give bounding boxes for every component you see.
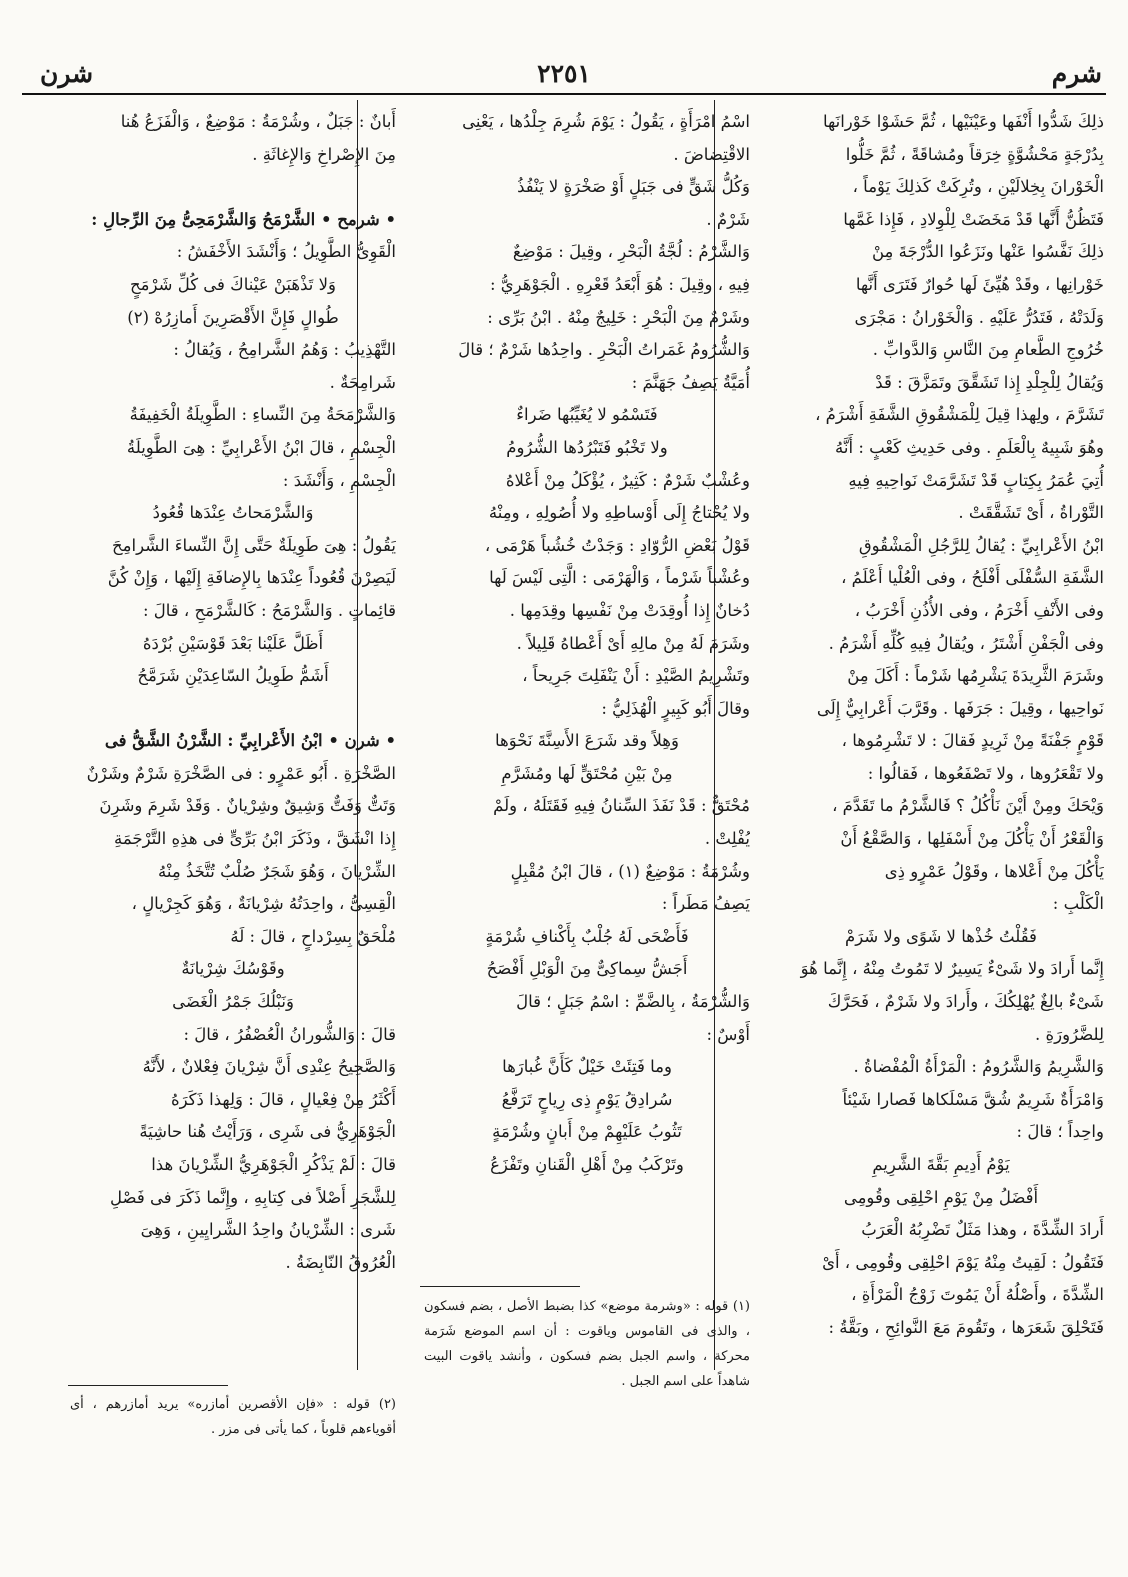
- text-line: ولا تَقْعَرُوها ، ولا تَصْفَعُوها ، فَقالُوا :: [867, 763, 1104, 783]
- text-line: الْجَوْهَرِيُّ فى شَرِى ، وَرَأَيْتُ هُنا حاشِيَةً: [139, 1122, 396, 1142]
- text-line: أَجَشُّ سِماكِىٌّ مِنَ الْوَبْلِ أَفْصَحُ: [486, 959, 688, 979]
- text-line: وشَرَمَ الثَّرِيدَةَ يَشْرِمُها شَرْماً : أَكَلَ مِنْ: [847, 666, 1104, 686]
- footnote-rule: [420, 1286, 580, 1287]
- text-line: وفى الأَنْفِ أَخْرَمُ ، وفى الأُذُنِ أَخْرَبُ ،: [854, 600, 1104, 620]
- text-line: فَقُلْتُ خُذْها لا شَوًى ولا شَرَمْ: [845, 926, 1037, 946]
- text-line: الْقِسِىُّ ، واحِدَتُهُ شِرْيانَةٌ ، وَهُوَ كَجِرْيالٍ ،: [131, 894, 396, 914]
- text-line: الشِّدَّةَ ، وأَصْلُهُ أَنْ يَمُوتَ زَوْجُ الْمَرْأَةِ ،: [851, 1285, 1104, 1305]
- text-line: يَوْمُ أَدِيمِ بَقَّةَ الشَّرِيمِ: [872, 1155, 1010, 1174]
- text-line: أَوْسٌ :: [706, 1024, 750, 1044]
- text-line: يُفْلِتْ .: [704, 829, 750, 849]
- text-line: فِيهِ ، وقِيلَ : هُوَ أَبْعَدُ قَعْرِهِ . الْجَوْهَرِيُّ :: [489, 274, 750, 294]
- text-line: • شرمح • الشَّرْمَحُ وَالشَّرْمَحِىُّ مِنَ الرِّجالِ :: [91, 209, 396, 229]
- text-line: لَيَصِرْنَ قُعُوداً عِنْدَها بِالإِضافَةِ إِلَيْها ، وَإِنْ كُنَّ: [107, 568, 396, 588]
- text-line: ابْنُ الأَعْرابِيِّ : يُقالُ لِلرَّجُلِ الْمَشْقُوقِ: [858, 535, 1104, 555]
- page-number: ٢٢٥١: [537, 59, 591, 88]
- text-line: قالَ : لَمْ يَذْكُرِ الْجَوْهَرِيُّ الشِّرْيانَ هذا: [151, 1155, 396, 1174]
- text-line: وَالشُّرُومُ غَمَراتُ الْبَحْرِ . واحِدُها شَرْمٌ ؛ قالَ: [458, 340, 750, 360]
- text-line: مِنْ بَيْنِ مُحْتَقٍّ لَها ومُشَرَّمِ: [501, 763, 673, 783]
- text-line: لِلضَّرُورَةِ .: [1035, 1024, 1104, 1044]
- text-line: وَنَبْلُكَ جَمْرُ الْغَضَى: [172, 992, 294, 1012]
- text-line: بِدُرْجَةٍ مَحْشُوَّةٍ خِرَقاً ومُشاقَةً ، ثُمَّ خَلُّوا: [845, 144, 1104, 164]
- text-line: مُحْتَقٌّ : قَدْ نَفَذَ السِّنانُ فِيهِ فَقَتَلَهُ ، ولَمْ: [493, 796, 750, 816]
- text-line: تَشَرَّمَ ، ولِهذا قِيلَ لِلْمَشْقُوقِ الشَّفَةِ أَشْرَمُ ،: [815, 405, 1104, 425]
- running-head: [22, 55, 1106, 97]
- text-line: وَالشَّرْمَحاتُ عِنْدَها قُعُودُ: [152, 503, 314, 523]
- text-line: أَبانٌ : جَبَلٌ ، وشُرْمَةُ : مَوْضِعٌ ، وَالْفَزَعُ هُنا: [120, 112, 396, 131]
- text-line: وَالشَّرْمُ : لُجَّةُ الْبَحْرِ ، وقِيلَ : مَوْضِعٌ: [512, 242, 750, 262]
- text-line: وَالشَّرِيمُ وَالشَّرُومُ : الْمَرْأَةُ الْمُفْضاةُ .: [853, 1057, 1104, 1077]
- text-line: إِذا انْشَقَّ ، وذَكَرَ ابْنُ بَرِّىٍّ فى هذِهِ التَّرْجَمَةِ: [113, 829, 396, 849]
- text-line: سُرادِقُ يَوْمٍ ذِى رِياحٍ تَرَفَّعُ: [501, 1089, 673, 1109]
- text-line: وفى الْجَفْنِ أَشْتَرُ ، ويُقالُ فِيهِ كُلِّهِ أَشْرَمُ .: [828, 633, 1104, 653]
- text-line: شَرْمٌ .: [706, 209, 750, 229]
- text-line: الْعُرُوقُ النّابِضَةُ .: [285, 1252, 396, 1272]
- text-line: أَفْضَلُ مِنْ يَوْمِ احْلِقِى وقُومِى: [843, 1187, 1039, 1207]
- text-line: خَوْرانِها ، وقَدْ هُيِّئَ لَها حُوارٌ فَتَرَى أَنَّها: [855, 274, 1104, 294]
- text-line: قَوْمٍ جَفْنَةً مِنْ ثَرِيدٍ فَقالَ : لا تَشْرِمُوها ،: [841, 731, 1104, 751]
- text-line: قائِماتٍ . وَالشَّرْمَحُ : كَالشَّرْمَحِ ، قالَ :: [142, 600, 396, 620]
- text-line: وَتَتٌّ وَفَتٌّ وَشِيقٌ وشِرْيانٌ . وَقَدْ شَرِمَ وشَرِنَ: [99, 796, 396, 816]
- text-line: لِلشَّجَرِ أَصْلاً فى كِتابِهِ ، وإِنَّما ذَكَرَ فى فَصْلِ: [110, 1187, 396, 1207]
- text-line: وَالصَّحِيحُ عِنْدِى أَنَّ شِرْيانَ فِعْلانٌ ، لأَنَّهُ: [142, 1057, 396, 1077]
- text-line: ولا يُحْتاجُ إِلَى أَوْساطِهِ ولا أُصُولِهِ ، ومِنْهُ: [488, 503, 750, 523]
- text-line: إِنَّما أَرادَ ولا شَىْءٌ يَسِيرٌ لا تَمُوتُ مِنْهُ ، إِنَّما هُوَ: [800, 959, 1104, 979]
- text-line: يَأْكُلَ مِنْ أَعْلاها ، وقَوْلُ عَمْرٍو ذِى: [884, 861, 1104, 881]
- text-line: وَالشَّرْمَحَةُ مِنَ النِّساءِ : الطَّوِيلَةُ الْخَفِيفَةُ: [129, 405, 396, 425]
- text-line: فَتَحْلِقَ شَعَرَها ، وتَقُومَ مَعَ النَّوائِحِ ، وبَقَّةُ :: [828, 1317, 1104, 1337]
- text-line: وَلَدَتْهُ ، فَتَدُرُّ عَلَيْهِ . وَالْخَوْرانُ : مَجْرَى: [854, 307, 1104, 327]
- text-line: مُلْحَقٌ بِسِرْداحٍ ، قالَ : لَهُ: [230, 926, 396, 946]
- text-column-middle: [424, 106, 750, 1486]
- text-line: تَثُوبُ عَلَيْهِمْ مِنْ أَبانٍ وشُرْمَةٍ: [492, 1122, 682, 1142]
- text-line: وَالشُّرْمَةُ ، بِالضَّمِّ : اسْمُ جَبَلٍ ؛ قالَ: [516, 992, 750, 1012]
- text-line: وتَشْرِيمُ الصَّيْدِ : أَنْ يَنْفَلِتَ جَرِيحاً ،: [522, 666, 750, 686]
- text-column-right: [778, 106, 1104, 1486]
- text-column-left: [70, 106, 396, 1486]
- header-rule: [22, 93, 1106, 95]
- text-line: أُمَيَّةُ يَصِفُ جَهَنَّمَ :: [631, 372, 750, 392]
- footnote-middle: (١) قوله : «وشرمة موضع» كذا بضبط الأصل ، بضم فسكون ، والذى فى القاموس وياقوت : أن اسم الموضع شَرَمة محركة ، واسم الجبل بضم فسكون ، وأنشد ياقوت البيت شاهداً على اسم الجبل .: [424, 1299, 750, 1389]
- text-line: الصَّخْرَةِ . أَبُو عَمْرٍو : فى الصَّخْرَةِ شَرْمٌ وشَرْنٌ: [86, 763, 396, 783]
- text-line: • شرن • ابْنُ الأَعْرابِيِّ : الشَّرْنُ الشَّقُّ فى: [104, 731, 396, 751]
- text-line: الْخَوْرانَ بِخِلالَيْنِ ، وتُرِكَتْ كَذلِكَ يَوْماً ،: [852, 177, 1104, 197]
- text-line: أَشَمُّ طَوِيلُ السّاعِدَيْنِ شَرَمَّحُ: [137, 666, 329, 686]
- text-line: ولا تَخْبُو فَتَبْرُدُها الشُّرُومُ: [506, 437, 668, 457]
- text-line: شَرامِحَةٌ .: [329, 372, 396, 392]
- text-line: ذلِكَ نَفَّسُوا عَنْها ونَزَعُوا الدُّرْجَةَ مِنْ: [871, 242, 1104, 262]
- text-line: [70, 693, 396, 726]
- text-line: وَهِلاً وقد شَرَعَ الأَسِنَّةَ نَحْوَها: [495, 731, 679, 751]
- text-line: وعُشْبٌ شَرْمٌ : كَثِيرٌ ، يُؤْكَلُ مِنْ أَعْلاهُ: [505, 470, 750, 490]
- text-line: الاقْتِضاضَ .: [673, 144, 750, 164]
- text-line: وَامْرَأَةٌ شَرِيمٌ شُقَّ مَسْلَكاها فَصارا شَيْئاً: [842, 1089, 1104, 1109]
- text-line: خُرُوجِ الطَّعامِ مِنَ النَّاسِ وَالدَّوابِّ .: [872, 340, 1104, 360]
- text-line: نَواحِيها ، وقِيلَ : جَرَفَها . وقَرَّبَ أَعْرابِيٌّ إِلَى: [816, 698, 1104, 718]
- text-line: وما فَتِئَتْ خَيْلٌ كَأَنَّ غُبارَها: [502, 1057, 672, 1077]
- text-line: قَوْلُ بَعْضِ الرُّوّادِ : وَجَدْتُ خُشُباً هَرْمَى ،: [484, 535, 750, 555]
- text-line: يَصِفُ مَطَراً :: [661, 894, 750, 914]
- text-line: وَيْحَكَ ومِنْ أَيْنَ نَأْكُلُ ؟ فَالشَّرْمُ ما تَقَدَّمَ ،: [832, 796, 1104, 816]
- text-line: أَظَلَّ عَلَيْنا بَعْدَ قَوْسَيْنِ بُرْدَهُ: [142, 633, 324, 653]
- text-line: وَلا تَذْهَبَنْ عَيْناكَ فى كُلِّ شَرْمَحٍ: [130, 274, 336, 294]
- text-line: الْقَوِىُّ الطَّوِيلُ ؛ وَأَنْشَدَ الأَخْفَشُ :: [176, 242, 396, 262]
- footnote-rule: [68, 1385, 228, 1386]
- text-line: وشَرْمٌ مِنَ الْبَحْرِ : خَلِيجٌ مِنْهُ . ابْنُ بَرِّى :: [487, 307, 750, 327]
- text-line: أَرادَ الشِّدَّةَ ، وهذا مَثَلٌ تَضْرِبُهُ الْعَرَبُ: [861, 1220, 1104, 1240]
- text-line: وعُشْباً شَرْماً ، وَالْهَرْمَى : الَّتِى لَيْسَ لَها: [489, 568, 750, 588]
- text-line: الشِّرْيانَ ، وَهُوَ شَجَرٌ صُلْبٌ تُتَّخَذُ مِنْهُ: [158, 861, 396, 881]
- text-line: الشَّفَةِ السُّفْلَى أَفْلَحُ ، وفى الْعُلْيا أَعْلَمُ ،: [841, 568, 1104, 588]
- text-line: طُوالٍ فَإِنَّ الأَقْصَرِينَ أَمازِرُهْ (٢): [127, 307, 339, 327]
- text-line: الْكَلْبِ :: [1052, 894, 1104, 914]
- text-line: أُتِيَ عُمَرُ بِكِتابٍ قَدْ تَشَرَّمَتْ نَواحِيهِ فِيهِ: [848, 470, 1104, 490]
- text-line: فَتَقُولُ : لَقِيتُ مِنْهُ يَوْمَ احْلِقِى وقُومِى ، أَىْ: [822, 1252, 1104, 1272]
- text-line: التَّهْذِيبُ : وَهُمُ الشَّرامِحُ ، وَيُقالُ :: [173, 340, 396, 360]
- text-line: فَتَسْمُو لا يُغَيِّبُها ضَراءٌ: [516, 405, 658, 425]
- text-line: يَقُولُ : هِىَ طَوِيلَةٌ حَتَّى إِنَّ النِّساءَ الشَّرامِحَ: [112, 535, 396, 555]
- text-line: دُخانٌ إِذا أُوقِدَتْ مِنْ نَفْسِها وقِدَمِها .: [509, 600, 750, 620]
- text-line: شَىْءٌ بالِغٌ يُهْلِكُكَ ، وأَرادَ ولا شَرْمٌ ، فَحَرَّكَ: [827, 992, 1104, 1012]
- text-line: اسْمُ امْرَأَةٍ ، يَقُولُ : يَوْمَ شُرِمَ جِلْدُها ، يَعْنِى: [462, 112, 750, 131]
- text-line: ذلِكَ شَدُّوا أَنْفَها وعَيْنَيْها ، ثُمَّ حَشَوْا خَوْرانَها: [823, 112, 1104, 131]
- text-line: فَتَظُنُّ أَنَّها قَدْ مَخَضَتْ لِلْوِلادِ ، فَإِذا غَمَّها: [843, 209, 1104, 229]
- text-line: [70, 171, 396, 204]
- text-line: التَّوْراةُ ، أَىْ تَشَقَّقَتْ .: [958, 503, 1104, 523]
- text-line: وَيُقالُ لِلْجِلْدِ إِذا تَشَقَّقَ وتَمَزَّقَ : قَدْ: [875, 372, 1104, 392]
- text-line: وتَرْكَبُ مِنْ أَهْلِ الْقَنانِ وتَفْزَعُ: [490, 1155, 684, 1174]
- text-line: أَكْثَرُ مِنْ فِعْيالٍ ، قالَ : وَلِهذا ذَكَرَهُ: [170, 1089, 396, 1109]
- text-line: شَرى : الشِّرْيانُ واحِدُ الشَّرايِينِ ، وَهِىَ: [140, 1220, 396, 1240]
- footnote-left: (٢) قوله : «فإن الأقصرين أمازره» يريد أمازرهم ، أى أقوياءهم قلوباً ، كما يأتى فى مزر .: [70, 1397, 396, 1437]
- text-line: واحِداً ؛ قالَ :: [1016, 1122, 1104, 1142]
- text-line: فَأَضْحَى لَهُ جُلْبٌ بِأَكْنافِ شُرْمَةٍ: [485, 926, 689, 946]
- text-line: مِنَ الإِصْراخِ وَالإِغاثَةِ .: [252, 144, 396, 164]
- text-line: وشَرَمَ لَهُ مِنْ مالِهِ أَىْ أَعْطاهُ قَلِيلاً .: [516, 633, 750, 653]
- header-root-word-right: شرم: [1051, 59, 1102, 88]
- text-line: الْجِسْمِ ، قالَ ابْنُ الأَعْرابِيِّ : هِىَ الطَّوِيلَةُ: [126, 437, 396, 457]
- text-line: وقالَ أَبُو كَبِيرٍ الْهُذَلِيُّ :: [601, 698, 750, 718]
- text-line: قالَ : وَالشُّورانُ الْعُصْفُرُ ، قالَ :: [183, 1024, 396, 1044]
- text-line: وشُرْمَةُ : مَوْضِعٌ (١) ، قالَ ابْنُ مُقْبِلٍ: [510, 861, 750, 881]
- text-line: وَكُلُّ شَقٍّ فى جَبَلٍ أَوْ صَخْرَةٍ لا يَنْفُذُ: [517, 177, 750, 197]
- text-line: وَالْقَعْرُ أَنْ يَأْكُلَ مِنْ أَسْفَلِها ، وَالصَّقْعُ أَنْ: [840, 829, 1104, 849]
- text-line: وقَوْسُكَ شِرْيانَةٌ: [181, 959, 285, 979]
- header-root-word-left: شرن: [40, 59, 94, 88]
- text-line: وهُوَ شَبِيهٌ بِالْعَلَمِ . وفى حَدِيثِ كَعْبٍ : أَنَّهُ: [835, 437, 1104, 457]
- text-line: الْجِسْمِ ، وَأَنْشَدَ :: [282, 470, 396, 490]
